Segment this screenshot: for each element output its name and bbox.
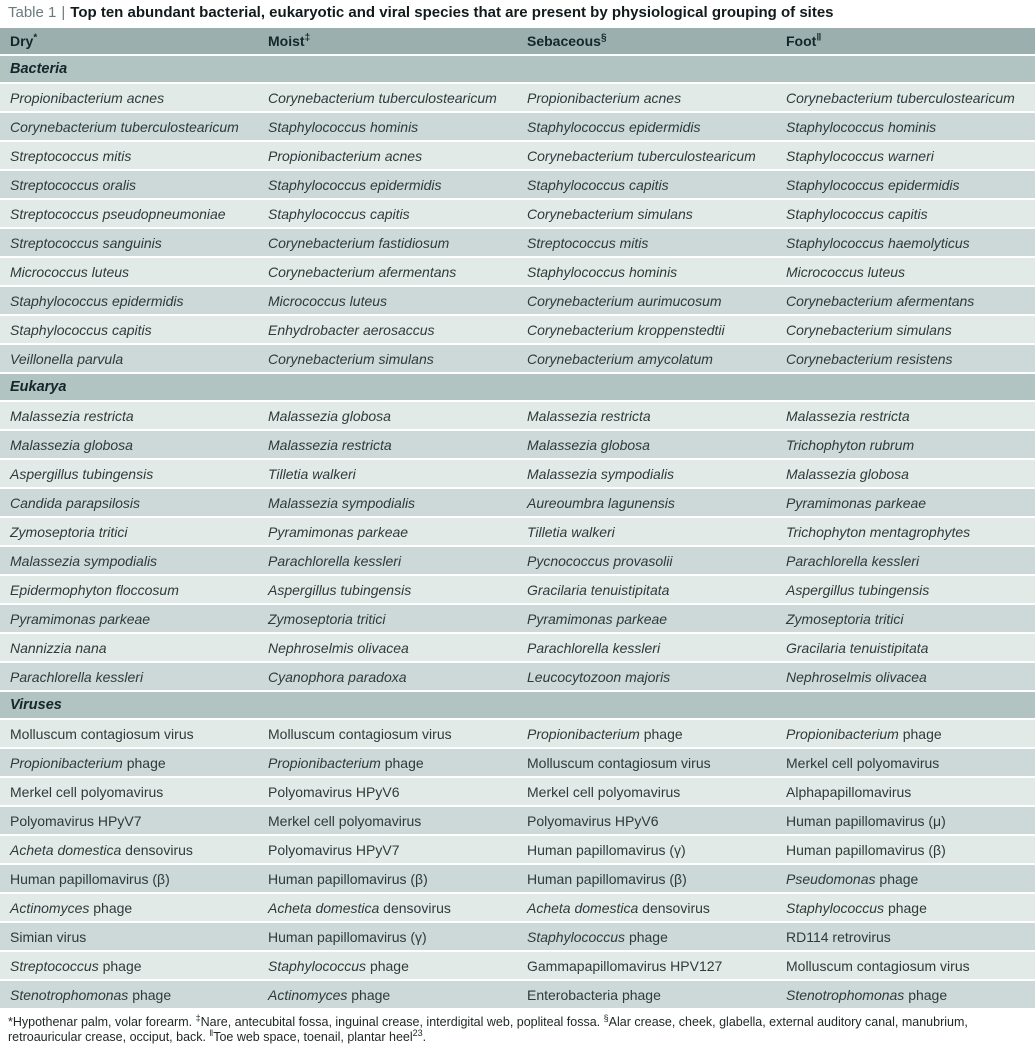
species-cell: Veillonella parvula xyxy=(10,350,124,367)
species-cell: Acheta domestica densovirus xyxy=(10,841,193,858)
section-label: Viruses xyxy=(10,697,62,713)
species-cell: Pyramimonas parkeae xyxy=(10,610,151,627)
species-cell: Corynebacterium tuberculostearicum xyxy=(268,89,497,106)
section-label: Eukarya xyxy=(10,379,67,395)
footnote-text: Toe web space, toenail, plantar heel xyxy=(213,1030,413,1044)
column-label: Moist xyxy=(268,33,305,49)
species-cell: Pyramimonas parkeae xyxy=(786,494,927,511)
species-cell: Streptococcus mitis xyxy=(527,234,649,251)
species-cell: Corynebacterium aurimucosum xyxy=(527,292,722,309)
footnote-superscript: § xyxy=(603,1012,609,1023)
species-cell: Corynebacterium afermentans xyxy=(786,292,975,309)
species-cell: Molluscum contagiosum virus xyxy=(786,957,970,974)
species-cell: Malassezia restricta xyxy=(786,407,910,424)
species-cell: Aureoumbra lagunensis xyxy=(527,494,675,511)
table-row xyxy=(0,634,1035,663)
species-cell: Parachlorella kessleri xyxy=(786,552,920,569)
table-row xyxy=(0,402,1035,431)
table-row xyxy=(0,518,1035,547)
table-body xyxy=(0,56,1035,1010)
species-cell: Corynebacterium simulans xyxy=(268,350,434,367)
table-number-label: Table 1 xyxy=(8,4,57,21)
footnote-text: . xyxy=(422,1030,427,1044)
species-cell: Nephroselmis olivacea xyxy=(786,668,927,685)
species-cell: Molluscum contagiosum virus xyxy=(10,725,194,742)
footnote-superscript: 23 xyxy=(412,1027,423,1038)
table-row xyxy=(0,778,1035,807)
species-cell: Streptococcus pseudopneumoniae xyxy=(10,205,226,222)
species-cell: Propionibacterium phage xyxy=(268,754,424,771)
table-row xyxy=(0,113,1035,142)
column-label: Sebaceous xyxy=(527,33,601,49)
table-row xyxy=(0,749,1035,778)
species-cell: Malassezia globosa xyxy=(527,436,650,453)
footnote-marker: ‡ xyxy=(304,32,311,44)
species-cell: Staphylococcus haemolyticus xyxy=(786,234,970,251)
column-label: Dry xyxy=(10,33,34,49)
table-row xyxy=(0,431,1035,460)
species-cell: Enhydrobacter aerosaccus xyxy=(268,321,435,338)
species-cell: Simian virus xyxy=(10,928,87,945)
table-row xyxy=(0,576,1035,605)
species-cell: Staphylococcus capitis xyxy=(527,176,669,193)
species-cell: Parachlorella kessleri xyxy=(268,552,402,569)
footnote-marker: § xyxy=(600,32,607,44)
species-cell: Staphylococcus warneri xyxy=(786,147,934,164)
footnote-text: Nare, antecubital fossa, inguinal crease, interdigital web, popliteal fossa. xyxy=(200,1015,604,1029)
species-cell: Malassezia globosa xyxy=(268,407,391,424)
footnote-superscript: ‖ xyxy=(209,1027,214,1038)
column-header-moist xyxy=(258,33,517,49)
species-cell: Molluscum contagiosum virus xyxy=(527,754,711,771)
table-row xyxy=(0,142,1035,171)
column-header-foot xyxy=(776,33,1035,49)
species-cell: Enterobacteria phage xyxy=(527,986,661,1003)
species-cell: Corynebacterium amycolatum xyxy=(527,350,713,367)
footnote-marker: ‖ xyxy=(816,32,822,44)
table-row xyxy=(0,663,1035,692)
species-cell: Merkel cell polyomavirus xyxy=(268,812,422,829)
species-cell: Malassezia sympodialis xyxy=(10,552,158,569)
species-cell: Gracilaria tenuistipitata xyxy=(527,581,670,598)
species-cell: Zymoseptoria tritici xyxy=(268,610,386,627)
table-row xyxy=(0,489,1035,518)
species-cell: Molluscum contagiosum virus xyxy=(268,725,452,742)
species-cell: Corynebacterium kroppenstedtii xyxy=(527,321,725,338)
species-cell: Corynebacterium resistens xyxy=(786,350,953,367)
species-cell: Propionibacterium phage xyxy=(10,754,166,771)
table-row xyxy=(0,84,1035,113)
species-cell: Corynebacterium tuberculostearicum xyxy=(527,147,756,164)
species-cell: Parachlorella kessleri xyxy=(10,668,144,685)
species-cell: Malassezia restricta xyxy=(10,407,134,424)
species-cell: Staphylococcus capitis xyxy=(268,205,410,222)
table-row xyxy=(0,460,1035,489)
species-cell: Pyramimonas parkeae xyxy=(268,523,409,540)
table-row xyxy=(0,345,1035,374)
species-cell: Micrococcus luteus xyxy=(268,292,388,309)
species-cell: Propionibacterium acnes xyxy=(268,147,423,164)
species-cell: Malassezia sympodialis xyxy=(527,465,675,482)
species-cell: Propionibacterium phage xyxy=(786,725,942,742)
species-cell: Epidermophyton floccosum xyxy=(10,581,179,598)
species-cell: Alphapapillomavirus xyxy=(786,783,912,800)
table-row xyxy=(0,807,1035,836)
section-header-bacteria xyxy=(0,56,1035,84)
table-row xyxy=(0,952,1035,981)
table-row xyxy=(0,547,1035,576)
species-cell: Polyomavirus HPyV7 xyxy=(268,841,400,858)
species-cell: Micrococcus luteus xyxy=(10,263,130,280)
species-cell: Pseudomonas phage xyxy=(786,870,919,887)
column-header-sebaceous xyxy=(517,33,776,49)
species-cell: Merkel cell polyomavirus xyxy=(786,754,940,771)
table-row xyxy=(0,605,1035,634)
species-cell: Merkel cell polyomavirus xyxy=(10,783,164,800)
species-cell: Malassezia globosa xyxy=(786,465,909,482)
species-cell: Staphylococcus capitis xyxy=(786,205,928,222)
species-cell: Cyanophora paradoxa xyxy=(268,668,407,685)
species-cell: RD114 retrovirus xyxy=(786,928,891,945)
species-cell: Acheta domestica densovirus xyxy=(268,899,451,916)
column-header-row xyxy=(0,28,1035,56)
species-cell: Human papillomavirus (β) xyxy=(527,870,687,887)
species-cell: Actinomyces phage xyxy=(10,899,133,916)
species-cell: Aspergillus tubingensis xyxy=(268,581,412,598)
footnote-text: *Hypothenar palm, volar forearm. xyxy=(8,1015,196,1029)
species-cell: Malassezia sympodialis xyxy=(268,494,416,511)
species-cell: Gracilaria tenuistipitata xyxy=(786,639,929,656)
table-row xyxy=(0,258,1035,287)
species-cell: Tilletia walkeri xyxy=(268,465,356,482)
species-cell: Nephroselmis olivacea xyxy=(268,639,409,656)
species-cell: Merkel cell polyomavirus xyxy=(527,783,681,800)
column-header-dry xyxy=(0,33,258,49)
species-cell: Human papillomavirus (β) xyxy=(10,870,170,887)
table-row xyxy=(0,171,1035,200)
species-cell: Propionibacterium acnes xyxy=(10,89,165,106)
table-row xyxy=(0,894,1035,923)
species-cell: Corynebacterium tuberculostearicum xyxy=(10,118,239,135)
species-cell: Zymoseptoria tritici xyxy=(10,523,128,540)
species-cell: Propionibacterium phage xyxy=(527,725,683,742)
table-row xyxy=(0,981,1035,1010)
species-cell: Staphylococcus capitis xyxy=(10,321,152,338)
species-cell: Staphylococcus epidermidis xyxy=(786,176,960,193)
table-row xyxy=(0,287,1035,316)
species-cell: Streptococcus phage xyxy=(10,957,142,974)
species-cell: Micrococcus luteus xyxy=(786,263,906,280)
footnote-text: Alar crease, cheek, glabella, external auditory canal, manubrium, retroauricular crease, occiput, back. xyxy=(8,1015,968,1044)
species-cell: Corynebacterium afermentans xyxy=(268,263,457,280)
table-row xyxy=(0,200,1035,229)
species-cell: Human papillomavirus (γ) xyxy=(527,841,686,858)
species-cell: Trichophyton rubrum xyxy=(786,436,915,453)
species-cell: Acheta domestica densovirus xyxy=(527,899,710,916)
species-cell: Staphylococcus hominis xyxy=(268,118,419,135)
species-cell: Actinomyces phage xyxy=(268,986,391,1003)
species-cell: Tilletia walkeri xyxy=(527,523,615,540)
species-cell: Corynebacterium tuberculostearicum xyxy=(786,89,1015,106)
species-cell: Staphylococcus phage xyxy=(786,899,927,916)
species-cell: Stenotrophomonas phage xyxy=(786,986,948,1003)
table-title xyxy=(0,0,1035,28)
species-cell: Malassezia restricta xyxy=(268,436,392,453)
table-row xyxy=(0,720,1035,749)
table-row xyxy=(0,923,1035,952)
table-row xyxy=(0,865,1035,894)
species-cell: Corynebacterium simulans xyxy=(527,205,693,222)
species-cell: Pycnococcus provasolii xyxy=(527,552,673,569)
species-cell: Staphylococcus epidermidis xyxy=(527,118,701,135)
species-cell: Nannizzia nana xyxy=(10,639,107,656)
species-cell: Polyomavirus HPyV6 xyxy=(268,783,400,800)
species-cell: Aspergillus tubingensis xyxy=(786,581,930,598)
species-cell: Gammapapillomavirus HPV127 xyxy=(527,957,723,974)
species-cell: Malassezia globosa xyxy=(10,436,133,453)
species-cell: Staphylococcus epidermidis xyxy=(268,176,442,193)
species-cell: Human papillomavirus (β) xyxy=(786,841,946,858)
species-cell: Human papillomavirus (μ) xyxy=(786,812,946,829)
species-cell: Aspergillus tubingensis xyxy=(10,465,154,482)
table-row xyxy=(0,316,1035,345)
species-cell: Streptococcus sanguinis xyxy=(10,234,162,251)
footnote-marker: * xyxy=(33,32,38,44)
species-cell: Parachlorella kessleri xyxy=(527,639,661,656)
species-cell: Polyomavirus HPyV7 xyxy=(10,812,142,829)
section-label: Bacteria xyxy=(10,61,68,77)
title-separator: | xyxy=(61,4,66,21)
species-cell: Streptococcus oralis xyxy=(10,176,137,193)
species-cell: Staphylococcus phage xyxy=(527,928,668,945)
species-cell: Corynebacterium fastidiosum xyxy=(268,234,450,251)
species-cell: Human papillomavirus (β) xyxy=(268,870,428,887)
species-cell: Corynebacterium simulans xyxy=(786,321,952,338)
species-cell: Stenotrophomonas phage xyxy=(10,986,172,1003)
section-header-eukarya xyxy=(0,374,1035,402)
species-cell: Staphylococcus phage xyxy=(268,957,409,974)
species-cell: Candida parapsilosis xyxy=(10,494,140,511)
species-cell: Polyomavirus HPyV6 xyxy=(527,812,659,829)
species-cell: Staphylococcus hominis xyxy=(527,263,678,280)
column-label: Foot xyxy=(786,33,817,49)
species-cell: Pyramimonas parkeae xyxy=(527,610,668,627)
species-cell: Zymoseptoria tritici xyxy=(786,610,904,627)
species-cell: Staphylococcus hominis xyxy=(786,118,937,135)
species-cell: Trichophyton mentagrophytes xyxy=(786,523,971,540)
footnote-superscript: ‡ xyxy=(195,1012,201,1023)
table-row xyxy=(0,229,1035,258)
species-cell: Leucocytozoon majoris xyxy=(527,668,671,685)
table-title-text: Top ten abundant bacterial, eukaryotic and viral species that are present by physiological grouping of sites xyxy=(70,4,834,21)
section-header-viruses xyxy=(0,692,1035,720)
species-cell: Malassezia restricta xyxy=(527,407,651,424)
table-row xyxy=(0,836,1035,865)
species-cell: Human papillomavirus (γ) xyxy=(268,928,427,945)
species-cell: Streptococcus mitis xyxy=(10,147,132,164)
species-cell: Propionibacterium acnes xyxy=(527,89,682,106)
species-cell: Staphylococcus epidermidis xyxy=(10,292,184,309)
